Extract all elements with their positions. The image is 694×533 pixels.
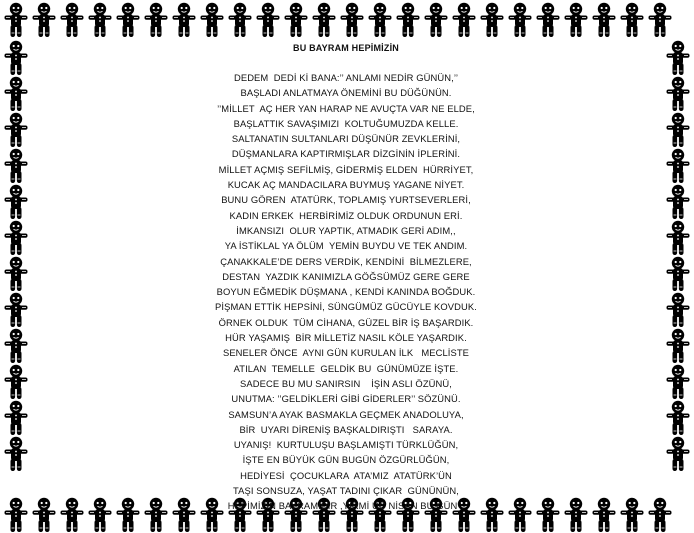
poem-line: TAŞI SONSUZA, YAŞAT TADINI ÇIKAR GÜNÜNÜN, (233, 485, 459, 497)
gingerbread-man-icon (5, 365, 28, 399)
gingerbread-man-icon (5, 401, 28, 435)
gingerbread-man-icon (173, 3, 196, 37)
poem-line: BOYUN EĞMEDİK DÜŞMANA , KENDİ KANINDA BOĞDUK. (216, 286, 476, 298)
gingerbread-man-icon (229, 3, 252, 37)
gingerbread-man-icon (667, 329, 690, 363)
gingerbread-man-icon (453, 3, 476, 37)
gingerbread-man-icon (5, 257, 28, 291)
poem-line: BAŞLATTIK SAVAŞIMIZI KOLTUĞUMUZDA KELLE. (233, 117, 459, 129)
poem-line: ’’MİLLET AÇ HER YAN HARAP NE AVUÇTA VAR NE ELDE, (217, 102, 475, 114)
gingerbread-man-icon (593, 3, 616, 37)
gingerbread-man-icon (89, 3, 112, 37)
poem-line: BİR UYARI DİRENİŞ BAŞKALDIRIŞTI SARAYA. (239, 423, 453, 435)
gingerbread-man-icon (667, 257, 690, 291)
gingerbread-man-icon (5, 149, 28, 183)
gingerbread-man-icon (565, 3, 588, 37)
gingerbread-man-icon (341, 3, 364, 37)
gingerbread-man-icon (5, 3, 28, 37)
gingerbread-man-icon (5, 329, 28, 363)
gingerbread-man-icon (667, 41, 690, 75)
poem-line: DEDEM DEDİ Kİ BANA:’’ ANLAMI NEDİR GÜNÜN,’’ (233, 72, 459, 83)
poem-title: BU BAYRAM HEPİMİZİN (293, 43, 399, 53)
gingerbread-man-icon (145, 3, 168, 37)
gingerbread-man-icon (667, 77, 690, 111)
poem-line: BAŞLADI ANLATMAYA ÖNEMİNİ BU DÜĞÜNÜN. (240, 87, 452, 99)
gingerbread-man-icon (5, 221, 28, 255)
poem-line: KADIN ERKEK HERBİRİMİZ OLDUK ORDUNUN ERİ. (229, 209, 463, 221)
gingerbread-man-icon (61, 3, 84, 37)
poem-line: HÜR YAŞAMIŞ BİR MİLLETİZ NASIL KÖLE YAŞARDIK. (225, 332, 467, 344)
gingerbread-man-icon (313, 3, 336, 37)
gingerbread-man-icon (5, 185, 28, 219)
poem-line: BUNU GÖREN ATATÜRK, TOPLAMIŞ YURTSEVERLERİ, (221, 194, 471, 206)
poem-line: HEDİYESİ ÇOCUKLARA ATA’MIZ ATATÜRK’ÜN (240, 469, 452, 481)
gingerbread-man-icon (33, 3, 56, 37)
gingerbread-man-icon (481, 3, 504, 37)
poem-line: MİLLET AÇMIŞ SEFİLMİŞ, GİDERMİŞ ELDEN HÜRRİYET, (218, 163, 474, 175)
poem-line: DÜŞMANLARA KAPTIRMIŞLAR DİZGİNİN İPLERİNİ. (231, 148, 461, 160)
gingerbread-man-icon (5, 113, 28, 147)
poem-line: SALTANATIN SULTANLARI DÜŞÜNÜR ZEVKLERİNİ, (231, 133, 461, 145)
poem-line: YA İSTİKLAL YA ÖLÜM YEMİN BUYDU VE TEK ANDIM. (224, 240, 468, 252)
poem-lines (40, 70, 652, 514)
poem-line: ÖRNEK OLDUK TÜM CİHANA, GÜZEL BİR İŞ BAŞARDIK. (218, 316, 474, 328)
gingerbread-man-icon (5, 41, 28, 75)
poem-line: DESTAN YAZDIK KANIMIZLA GÖĞSÜMÜZ GERE GERE (222, 270, 470, 282)
gingerbread-man-icon (667, 401, 690, 435)
gingerbread-man-icon (667, 293, 690, 327)
gingerbread-man-icon (5, 77, 28, 111)
gingerbread-man-icon (397, 3, 420, 37)
gingerbread-man-icon (667, 149, 690, 183)
poem-line: ÇANAKKALE’DE DERS VERDİK, KENDİNİ BİLMEZLERE, (220, 255, 472, 267)
poem-line: SAMSUN’A AYAK BASMAKLA GEÇMEK ANADOLUYA, (228, 408, 464, 420)
poem-line: HEPİMİZİN BAYRAMIDIR ,YİRMİ ÜÇ NİSAN BU GÜN’’. (227, 500, 465, 512)
poem-line: PİŞMAN ETTİK HEPSİNİ, SÜNGÜMÜZ GÜCÜYLE KOVDUK. (215, 301, 477, 313)
poem-line: UNUTMA: ’’GELDİKLERİ GİBİ GİDERLER’’ SÖZÜNÜ. (231, 393, 461, 405)
gingerbread-man-icon (369, 3, 392, 37)
gingerbread-man-icon (285, 3, 308, 37)
gingerbread-man-icon (425, 3, 448, 37)
poem-line: ATILAN TEMELLE GELDİK BU GÜNÜMÜZE İŞTE. (233, 362, 459, 374)
gingerbread-man-icon (667, 113, 690, 147)
poem-line: UYANIŞ! KURTULUŞU BAŞLAMIŞTI TÜRKLÜĞÜN, (233, 439, 459, 451)
poem-line: SADECE BU MU SANIRSIN İŞİN ASLI ÖZÜNÜ, (240, 377, 452, 389)
gingerbread-man-icon (5, 498, 28, 532)
gingerbread-man-icon (667, 221, 690, 255)
poem-document (40, 42, 652, 514)
poem-line: SENELER ÖNCE AYNI GÜN KURULAN İLK MECLİSTE (222, 347, 470, 359)
gingerbread-man-icon (667, 365, 690, 399)
gingerbread-man-icon (5, 437, 28, 471)
poem-line: İMKANSIZI OLUR YAPTIK, ATMADIK GERİ ADIM,, (236, 224, 456, 236)
gingerbread-man-icon (621, 3, 644, 37)
gingerbread-man-icon (667, 437, 690, 471)
poem-line: İŞTE EN BÜYÜK GÜN BUGÜN ÖZGÜRLÜĞÜN, (242, 454, 450, 466)
gingerbread-man-icon (117, 3, 140, 37)
gingerbread-man-icon (537, 3, 560, 37)
poem-line: KUCAK AÇ MANDACILARA BUYMUŞ YAGANE NİYET. (227, 179, 465, 191)
gingerbread-man-icon (667, 185, 690, 219)
gingerbread-man-icon (5, 293, 28, 327)
gingerbread-man-icon (509, 3, 532, 37)
gingerbread-man-icon (649, 3, 672, 37)
gingerbread-man-icon (257, 3, 280, 37)
gingerbread-man-icon (201, 3, 224, 37)
